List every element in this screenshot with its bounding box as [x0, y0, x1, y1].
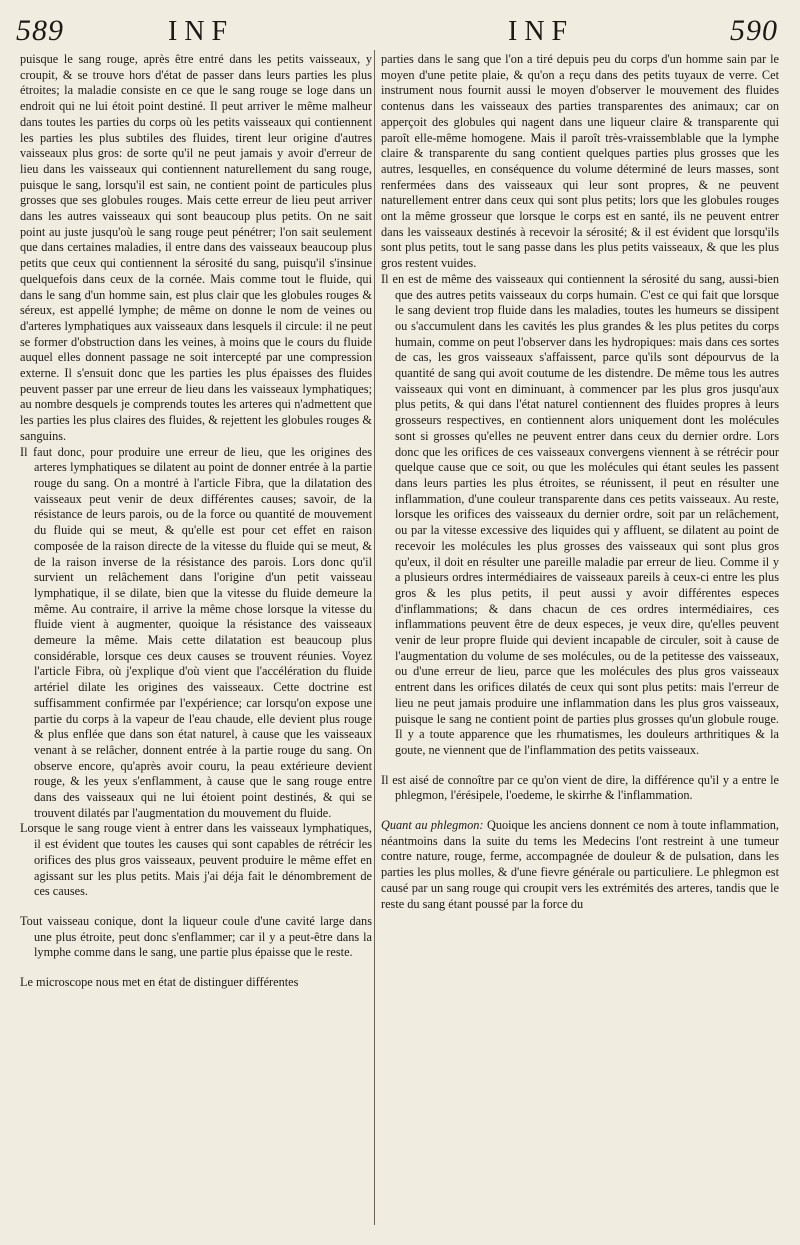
page-header: [0, 10, 800, 50]
right-column: [381, 52, 779, 912]
phlegmon-lead: Quant au phlegmon:: [381, 818, 484, 833]
paragraph-gap: [20, 900, 372, 914]
left-page-number: 589: [16, 14, 64, 47]
paragraph-gap: [20, 961, 372, 975]
left-paragraph-4: Tout vaisseau conique, dont la liqueur coule d'une cavité large dans une plus étroite, peut donc s'enflammer; car il y a peut-être dans la lymphe comme dans le sang, une partie plus épaisse que le reste.: [20, 913, 372, 960]
right-paragraph-4: [381, 818, 779, 912]
paragraph-gap: [381, 759, 779, 773]
right-paragraph-2: Il en est de même des vaisseaux qui contiennent la sérosité du sang, aussi-bien que des autres petits vaisseaux du corps humain. C'est ce qui fait que lorsque le sang devient trop fluide dans les maladies, toutes les humeurs se dissipent ou s'accumulent dans les cavités les plus grandes & les plus petites du corps humain, comme on peut l'observer dans les hydropiques: mais dans ces sortes de cas, les gros vaisseaux s'affaissent, parce qu'ils sont dépourvus de la quantité de sang qui avoit coutume de les distendre. De même tous les autres vaisseaux qui vont en diminuant, à commencer par les plus gros jusqu'aux plus petits, & qui dans l'état naturel contiennent des fluides propres à leurs grosseurs respectives, en contiennent alors uniquement dont les molécules sont si grosses qu'elles ne peuvent entrer dans ceux du dernier ordre. Lors donc que les orifices de ces vaisseaux convergens viennent à se rétrécir pour quelque cause que ce soit, ou que les molécules qui étant seules les passent dans leurs parties les plus étroites, se réunissent, il peut en résulter une inflammation, d'une couleur transparente dans ces petits vaisseaux. Au reste, lorsque les orifices des vaisseaux du dernier ordre, soit par un relâchement, ou par la vitesse excessive des liquides qui y affluent, se dilatent au point de recevoir les molécules les plus grosses des vaisseaux qui sont plus gros qu'eux, il doit en résulter une pareille maladie par erreur de lieu. Comme il y a plusieurs ordres intermédiaires de vaisseaux pareils à ceux-ci entre les plus gros & les plus petits, il peut aussi y avoir différentes especes d'inflammations; & dans chacun de ces ordres intermédiaires, ces inflammations peuvent être de deux especes, je veux dire, qu'elles peuvent venir de leur propre fluide qui devient incapable de circuler, soit à cause de l'augmentation du volume de ses molécules, ou de la petitesse des vaisseaux, ou d'une erreur de lieu, parce que les molécules des plus gros vaisseaux entrent dans les orifices dilatés de ceux qui sont plus petits: mais l'erreur de lieu ne peut jamais produire une inflammation dans les plus gros vaisseaux, puisque le sang ne contient point de parties plus grosses qu'un globule rouge. Il y a toute apparence que les rhumatismes, les douleurs arthritiques & la goute, ne viennent que de l'inflammation des petits vaisseaux.: [381, 271, 779, 757]
right-running-head: INF: [508, 16, 575, 47]
left-paragraph-1: puisque le sang rouge, après être entré dans les petits vaisseaux, y croupit, & se trouve hors d'état de passer dans leurs parties les plus étroites; la maladie consiste en ce que le sang rouge se loge dans un endroit qui ne lui étoit point destiné. Il peut arriver le même malheur dans toutes les parties du corps où les petits vaisseaux qui contiennent les parties les plus subtiles des fluides, tirent leur origine d'autres vaisseaux plus gros: de sorte qu'il ne peut jamais y avoir d'erreur de lieu dans les vaisseaux qui contiennent naturellement du sang rouge, puisque le sang, lorsqu'il est sain, ne contient point de particules plus grosses que ses globules rouges. Mais cette erreur de lieu peut arriver dans les autres vaisseaux qui sont beaucoup plus petits. On ne sait point au juste jusqu'où le sang rouge peut pénétrer; l'on sait seulement que dans certaines maladies, il entre dans des vaisseaux beaucoup plus petits que ceux qui contiennent la sérosité du sang, puisqu'il s'insinue quelquefois dans ceux de la cornée. Mais comme tout le fluide, qui dans le sang d'un homme sain, est plus clair que les globules rouges & séreux, est appellé lymphe; de même on donne le nom de veines ou d'arteres lymphatiques aux vaisseaux dans lesquels il circule: il ne peut se former d'obstruction dans les veines, à moins que le cours du fluide auquel elles donnent passage ne soit intercepté par une compression externe. Il s'ensuit donc que les parties les plus épaisses des fluides peuvent passer par une erreur de lieu dans les vaisseaux lymphatiques; au nombre desquels je comprends toutes les arteres qui n'admettent que les parties les plus claires des fluides, & rejettent les globules rouges & sanguins.: [20, 52, 372, 443]
right-page-number: 590: [730, 14, 778, 47]
left-column: [20, 52, 372, 991]
left-paragraph-2: Il faut donc, pour produire une erreur de lieu, que les origines des arteres lymphatiques se dilatent au point de donner entrée à la partie rouge du sang. On a montré à l'article Fibra, que la dilatation des vaisseaux peut venir de deux différentes causes; savoir, de la résistance de leurs parois, ou de la force ou quantité de mouvement du fluide qui se meut, & qu'elle est pour cet effet en raison composée de la raison directe de la vitesse du fluide qui se meut, & de la raison inverse de la résistance des parois. Lors donc qu'il survient un relâchement dans l'origine d'un petit vaisseau lymphatique, il se dilate, bien que la vitesse du fluide demeure la même. Au contraire, il arrive la même chose lorsque la vitesse du fluide vient à augmenter, quoique la résistance des vaisseaux demeure la même. Mais cette dilatation est beaucoup plus considérable, lorsque ces deux causes se trouvent réunies. Voyez l'article Fibra, où j'explique d'où vient que l'accélération du fluide artériel dilate les origines des vaisseaux. Cette doctrine est suffisamment confirmée par l'expérience; car lorsqu'on expose une partie du corps à la vapeur de l'eau chaude, elle devient plus rouge & plus enflée que dans son état naturel, à cause que les vaisseaux venant à se relâcher, donnent entrée à la partie rouge du sang. On observe encore, qu'après avoir couru, la peau extérieure devient rouge, & les yeux s'enflamment, à cause que le sang rouge entre dans des vaisseaux qui ne lui étoient point destinés, & qui se trouvent dilatés par l'augmentation du mouvement du fluide.: [20, 444, 372, 820]
right-paragraph-3: Il est aisé de connoître par ce qu'on vient de dire, la différence qu'il y a entre le phlegmon, l'érésipele, l'oedeme, le skirrhe & l'inflammation.: [381, 772, 779, 803]
left-paragraph-5: Le microscope nous met en état de distinguer différentes: [20, 975, 299, 990]
column-divider: [374, 50, 375, 1225]
left-running-head: INF: [168, 16, 235, 47]
right-paragraph-1: parties dans le sang que l'on a tiré depuis peu du corps d'un homme sain par le moyen d'une petite plaie, & qu'on a reçu dans des petits tuyaux de verre. Cet instrument nous fournit aussi le moyen d'observer le mouvement des fluides contenus dans les vaisseaux des parties transparentes des animaux; car on apperçoit des globules qui nagent dans une liqueur claire & transparente qui paroît elle-même homogene. Mais il paroît très-vraissemblable que la lymphe claire & transparente du sang contient quelques parties plus grosses que les autres, lesquelles, en conséquence du volume déterminé de leurs masses, sont renfermées dans des vaisseaux qui leur sont propres, & ne peuvent naturellement entrer dans ceux qui sont plus petits; lors que les globules rouges ont la même grosseur que lorsque le corps est en santé, ils ne peuvent entrer dans les vaisseaux destinés à recevoir la sérosité; & il est évident que lorsqu'ils sont plus petits, tout le sang passe dans les plus petits vaisseaux, & que les plus gros restent vuides.: [381, 52, 779, 271]
paragraph-gap: [381, 804, 779, 818]
phlegmon-text: Quoique les anciens donnent ce nom à toute inflammation, néantmoins dans la suite du tems les Medecins l'ont restreint à une tumeur contre nature, rouge, ferme, accompagnée de douleur & de pulsation, dans les parties les plus molles, & d'une fievre générale ou particuliere. Le phlegmon est causé par un sang rouge qui croupit vers les extrémités des arteres, tandis que le reste du sang étant poussé par la force du: [381, 818, 780, 911]
left-paragraph-3: Lorsque le sang rouge vient à entrer dans les vaisseaux lymphatiques, il est évident que toutes les causes qui sont capables de rétrécir les orifices des plus gros vaisseaux, peuvent produire le même effet en agissant sur les plus petits. Mais j'ai déja fait le dénombrement de ces causes.: [20, 821, 372, 899]
